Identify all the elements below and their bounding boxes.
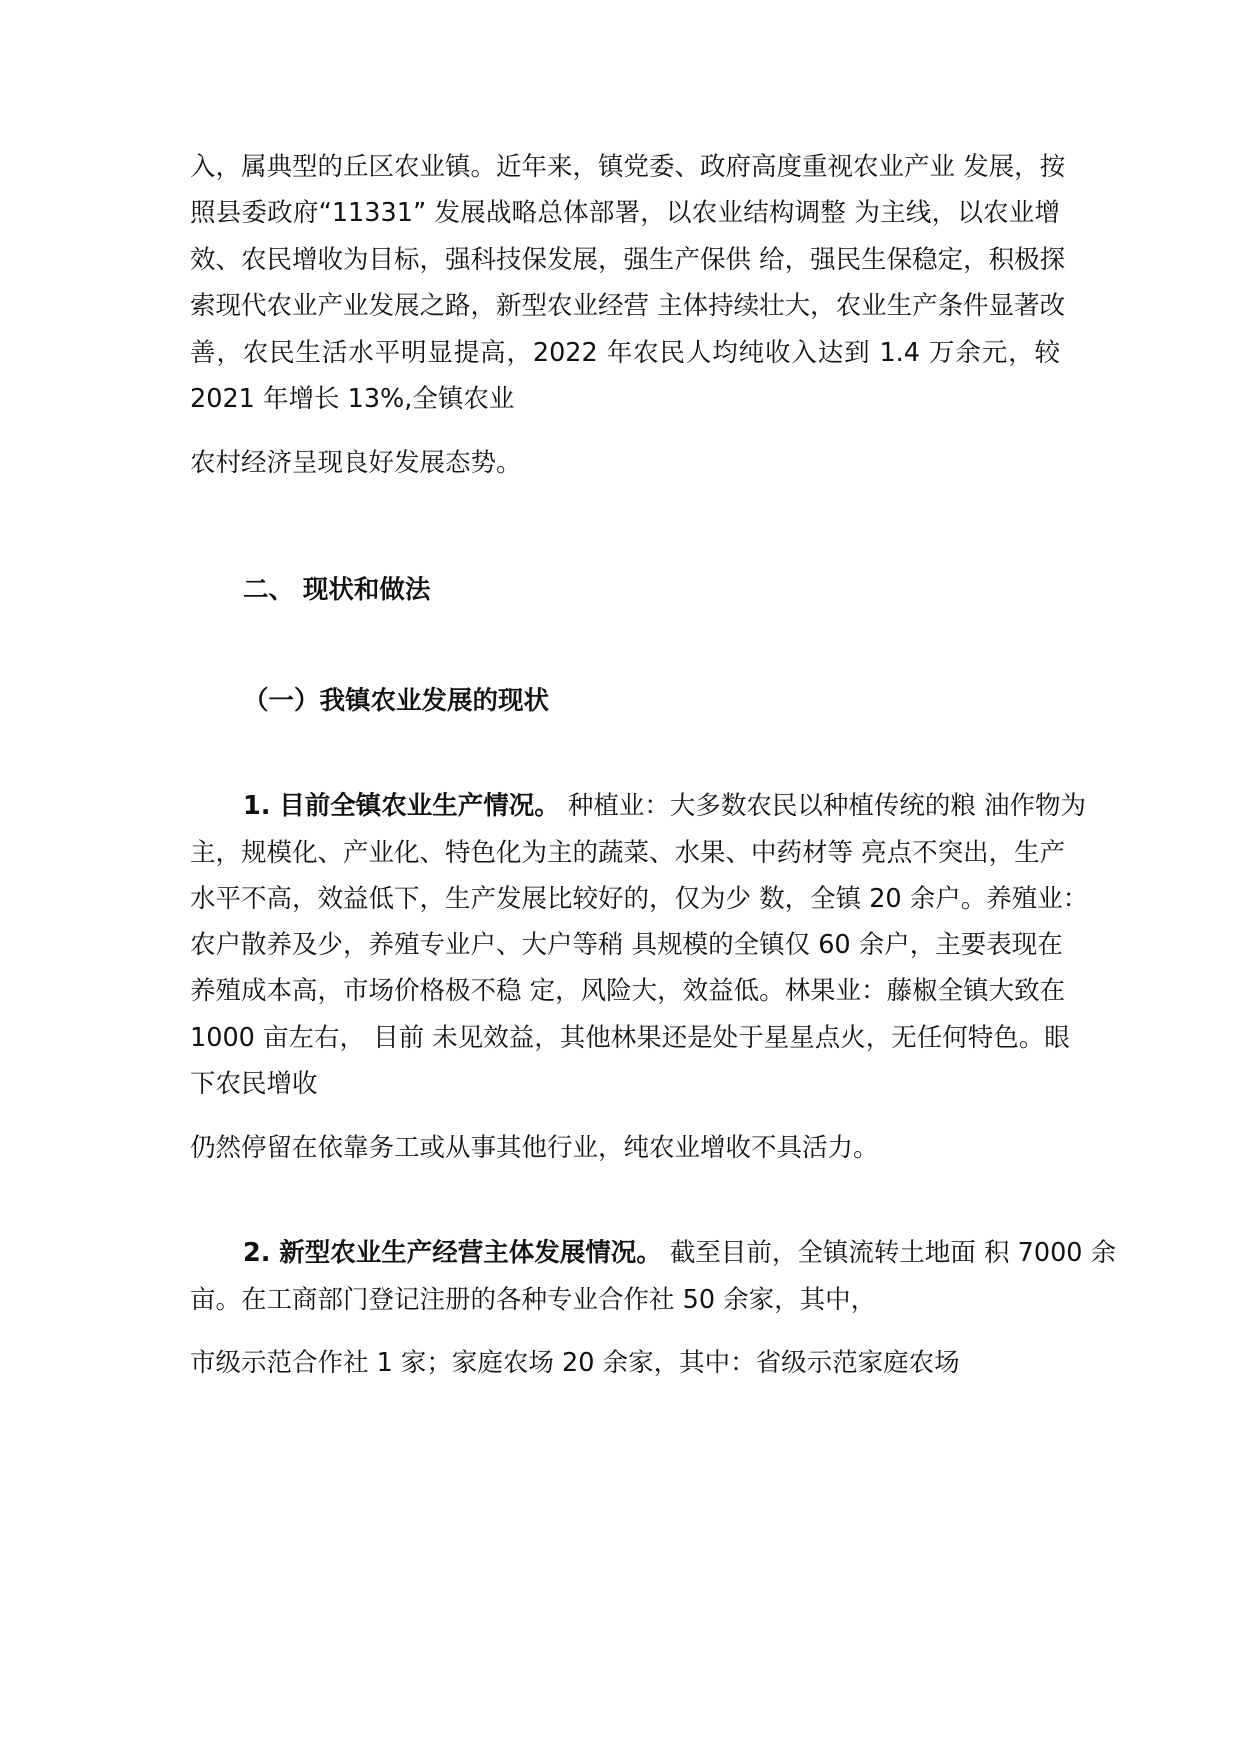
item1-tail-line: 仍然停留在依靠务工或从事其他行业，纯农业增收不具活力。 (190, 1133, 879, 1163)
item1-first-line (243, 789, 1087, 823)
item2-line-2: 亩。在工商部门登记注册的各种专业合作社 50 余家，其中， (190, 1285, 877, 1315)
intro-line-4: 索现代农业产业发展之路，新型农业经营 主体持续壮大，农业生产条件显著改 (190, 291, 1066, 321)
item1-line-5: 养殖成本高，市场价格极不稳 定，风险大，效益低。林果业：藤椒全镇大致在 (190, 976, 1066, 1006)
section-heading: 二、 现状和做法 (243, 575, 431, 605)
item1-line-7: 下农民增收 (190, 1069, 318, 1099)
intro-line-5: 善，农民生活水平明显提高，2022 年农民人均纯收入达到 1.4 万余元，较 (190, 338, 1060, 368)
item1-lead: 1. 目前全镇农业生产情况。 (243, 791, 560, 821)
item2-tail-line: 市级示范合作社 1 家；家庭农场 20 余家，其中：省级示范家庭农场 (190, 1348, 960, 1378)
item1-line-2: 主，规模化、产业化、特色化为主的蔬菜、水果、中药材等 亮点不突出，生产 (190, 838, 1066, 868)
subsection-heading: （一）我镇农业发展的现状 (243, 686, 550, 716)
item1-line-4: 农户散养及少，养殖专业户、大户等稍 具规模的全镇仅 60 余户，主要表现在 (190, 930, 1063, 960)
item1-first-line-text: 种植业：大多数农民以种植传统的粮 油作物为 (559, 791, 1087, 821)
intro-line-1: 入，属典型的丘区农业镇。近年来，镇党委、政府高度重视农业产业 发展，按 (190, 152, 1066, 182)
intro-tail-line: 农村经济呈现良好发展态势。 (190, 448, 522, 478)
item1-line-6: 1000 亩左右， 目前 未见效益，其他林果还是处于星星点火，无任何特色。眼 (190, 1023, 1070, 1053)
intro-line-6: 2021 年增长 13%,全镇农业 (190, 384, 515, 414)
intro-line-3: 效、农民增收为目标，强科技保发展，强生产保供 给，强民生保稳定，积极探 (190, 245, 1066, 275)
intro-line-2: 照县委政府“11331” 发展战略总体部署，以农业结构调整 为主线，以农业增 (190, 198, 1060, 228)
item2-lead: 2. 新型农业生产经营主体发展情况。 (243, 1238, 662, 1268)
item1-line-3: 水平不高，效益低下，生产发展比较好的，仅为少 数，全镇 20 余户。养殖业： (190, 884, 1089, 914)
item2-first-line (243, 1236, 1117, 1270)
item2-first-line-text: 截至目前，全镇流转土地面 积 7000 余 (661, 1238, 1117, 1268)
